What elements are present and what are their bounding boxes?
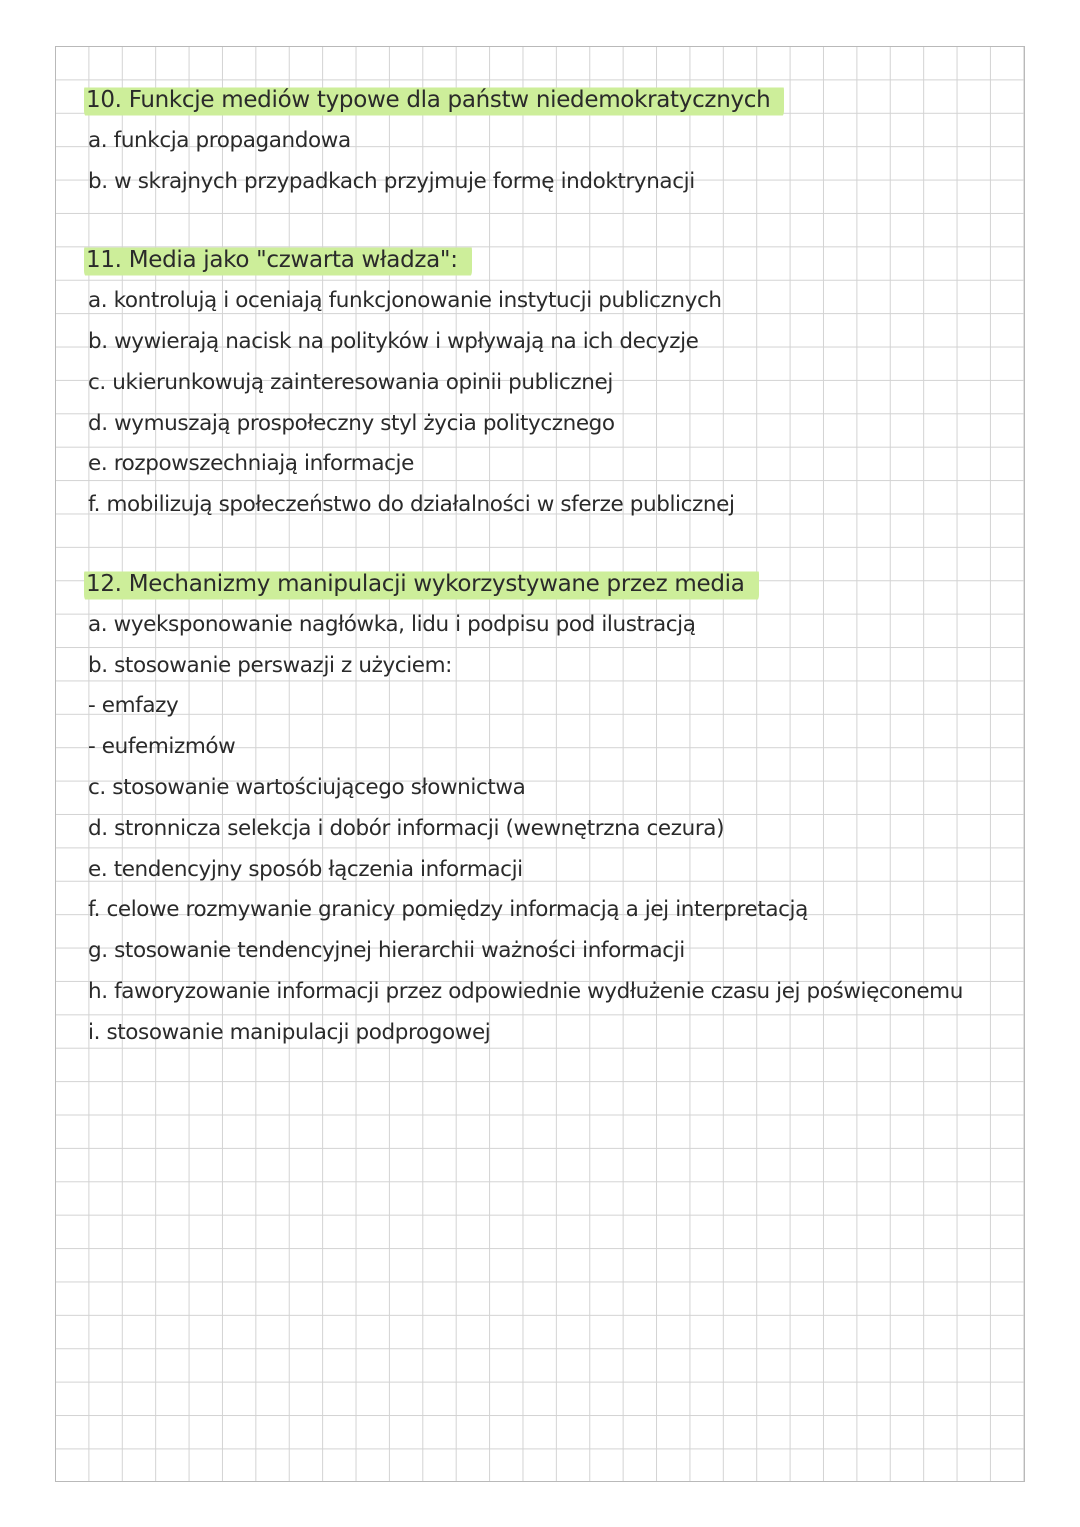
- section-heading: 12. Mechanizmy manipulacji wykorzystywane przez media: [84, 564, 759, 605]
- notes-content: [88, 80, 968, 1054]
- section-heading: 11. Media jako "czwarta władza":: [84, 240, 472, 281]
- list-item: g. stosowanie tendencyjnej hierarchii ważności informacji: [88, 938, 685, 964]
- list-item: b. stosowanie perswazji z użyciem:: [88, 652, 452, 678]
- list-item: i. stosowanie manipulacji podprogowej: [88, 1019, 491, 1045]
- list-item: f. mobilizują społeczeństwo do działalności w sferze publicznej: [88, 492, 735, 518]
- list-item: h. faworyzowanie informacji przez odpowiednie wydłużenie czasu jej poświęconemu: [88, 978, 963, 1004]
- list-item: b. w skrajnych przypadkach przyjmuje formę indoktrynacji: [88, 168, 695, 194]
- list-item: b. wywierają nacisk na polityków i wpływają na ich decyzje: [88, 328, 699, 354]
- list-item: e. tendencyjny sposób łączenia informacji: [88, 856, 523, 882]
- list-item: d. stronnicza selekcja i dobór informacji (wewnętrzna cezura): [88, 815, 725, 841]
- list-item: a. funkcja propagandowa: [88, 127, 351, 153]
- list-item: c. stosowanie wartościującego słownictwa: [88, 774, 526, 800]
- list-item: - emfazy: [88, 693, 179, 719]
- list-item: - eufemizmów: [88, 734, 236, 760]
- list-item: d. wymuszają prospołeczny styl życia politycznego: [88, 410, 615, 436]
- section-10: [88, 80, 968, 202]
- section-12: [88, 564, 968, 1054]
- list-item: f. celowe rozmywanie granicy pomiędzy informacją a jej interpretacją: [88, 897, 808, 923]
- list-item: a. wyeksponowanie nagłówka, lidu i podpisu pod ilustracją: [88, 611, 696, 637]
- section-11: [88, 240, 968, 526]
- list-item: e. rozpowszechniają informacje: [88, 451, 414, 477]
- section-heading: 10. Funkcje mediów typowe dla państw niedemokratycznych: [84, 80, 784, 121]
- list-item: c. ukierunkowują zainteresowania opinii publicznej: [88, 369, 613, 395]
- list-item: a. kontrolują i oceniają funkcjonowanie instytucji publicznych: [88, 288, 722, 314]
